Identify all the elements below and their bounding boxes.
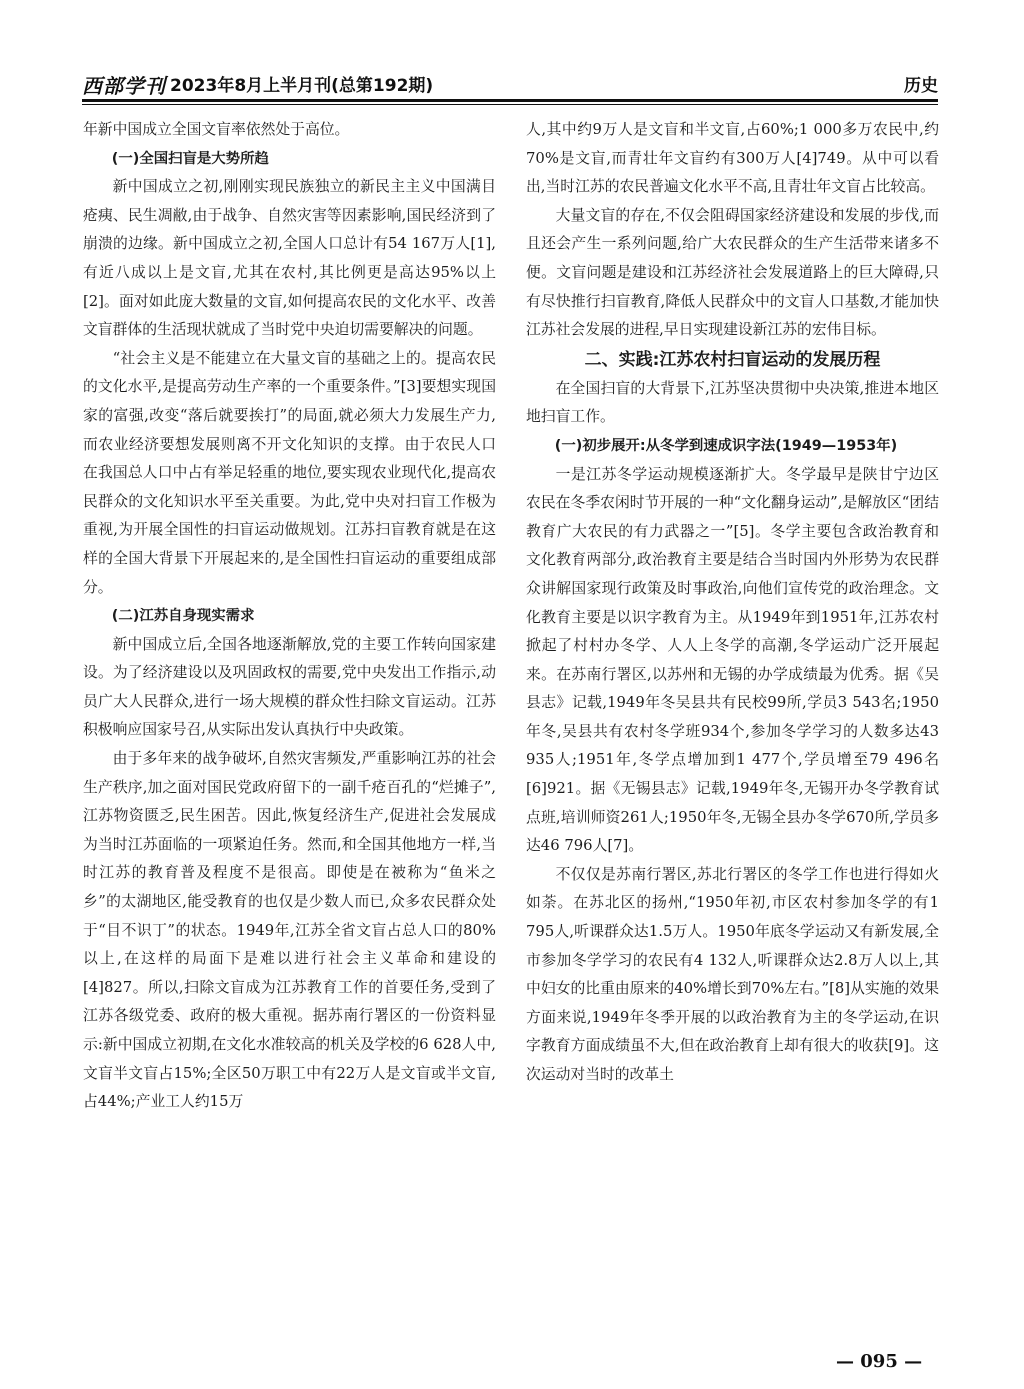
paragraph: 由于多年来的战争破坏,自然灾害频发,严重影响江苏的社会生产秩序,加之面对国民党政府留下的一副千疮百孔的“烂摊子”,江苏物资匮乏,民生困苦。因此,恢复经济生产,促进社会发展成为当时江苏面临的一项紧迫任务。然而,和全国其他地方一样,当时江苏的教育普及程度不是很高。即使是在被称为“鱼米之乡”的太湖地区,能受教育的也仅是少数人而已,众多农民群众处于“目不识丁”的状态。1949年,江苏全省文盲占总人口的80%以上,在这样的局面下是难以进行社会主义革命和建设的[4]827。所以,扫除文盲成为江苏教育工作的首要任务,受到了江苏各级党委、政府的极大重视。据苏南行署区的一份资料显示:新中国成立初期,在文化水准较高的机关及学校的6 628人中,文盲半文盲占15%;全区50万职工中有22万人是文盲或半文盲,占44%;产业工人约15万 [83,750,496,1111]
subsection-heading: (二)江苏自身现实需求 [111,608,255,625]
paragraph: “社会主义是不能建立在大量文盲的基础之上的。提高农民的文化水平,是提高劳动生产率的一个重要条件。”[3]要想实现国家的富强,改变“落后就要挨打”的局面,就必须大力发展生产力,而农业经济要想发展则离不开文化知识的支撑。由于农民人口在我国总人口中占有举足轻重的地位,要实现农业现代化,提高农民群众的文化知识水平至关重要。为此,党中央对扫盲工作极为重视,为开展全国性的扫盲运动做规划。江苏扫盲教育就是在这样的全国大背景下开展起来的,是全国性扫盲运动的重要组成部分。 [83,349,496,596]
paragraph: 新中国成立之初,刚刚实现民族独立的新民主主义中国满目疮痍、民生凋敝,由于战争、自然灾害等因素影响,国民经济到了崩溃的边缘。新中国成立之初,全国人口总计有54 167万人[1],有近八成以上是文盲,尤其在农村,其比例更是高达95%以上[2]。面对如此庞大数量的文盲,如何提高农民的文化水平、改善文盲群体的生活现状就成了当时党中央迫切需要解决的问题。 [83,178,496,339]
paragraph: 年新中国成立全国文盲率依然处于高位。 [83,121,350,138]
right-column [526,116,939,1348]
paragraph: 一是江苏冬学运动规模逐渐扩大。冬学最早是陕甘宁边区农民在冬季农闲时节开展的一种“文化翻身运动”,是解放区“团结教育广大农民的有力武器之一”[5]。冬学主要包含政治教育和文化教育两部分,政治教育主要是结合当时国内外形势为农民群众讲解国家现行政策及时事政治,向他们宣传党的政治理念。文化教育主要是以识字教育为主。从1949年到1951年,江苏农村掀起了村村办冬学、人人上冬学的高潮,冬学运动广泛开展起来。在苏南行署区,以苏州和无锡的办学成绩最为优秀。据《吴县志》记载,1949年冬吴县共有民校99所,学员3 543名;1950年冬,吴县共有农村冬学班934个,参加冬学学习的人数多达43 935人;1951年,冬学点增加到1 477个,学员增至79 496名[6]921。据《无锡县志》记载,1949年冬,无锡开办冬学教育试点班,培训师资261人;1950年冬,无锡全县办冬学670所,学员多达46 796人[7]。 [526,465,939,855]
paragraph: 人,其中约9万人是文盲和半文盲,占60%;1 000多万农民中,约70%是文盲,而青壮年文盲约有300万人[4]749。从中可以看出,当时江苏的农民普遍文化水平不高,且青壮年文盲占比较高。 [526,121,939,196]
page-header [82,66,938,100]
header-rule-thick [82,99,938,102]
paragraph: 大量文盲的存在,不仅会阻碍国家经济建设和发展的步伐,而且还会产生一系列问题,给广大农民群众的生产生活带来诸多不便。文盲问题是建设和江苏经济社会发展道路上的巨大障碍,只有尽快推行扫盲教育,降低人民群众中的文盲人口基数,才能加快江苏社会发展的进程,早日实现建设新江苏的宏伟目标。 [526,206,939,339]
header-rule-thin [82,104,938,105]
page-number: — 095 — [836,1351,923,1372]
subsection-heading: (一)全国扫盲是大势所趋 [111,150,269,167]
section-heading: 二、实践:江苏农村扫盲运动的发展历程 [584,349,881,370]
paragraph: 在全国扫盲的大背景下,江苏坚决贯彻中央决策,推进本地区地扫盲工作。 [526,379,939,426]
left-column [83,116,496,1348]
issue-info: 2023年8月上半月刊(总第192期) [170,76,434,96]
paragraph: 新中国成立后,全国各地逐渐解放,党的主要工作转向国家建设。为了经济建设以及巩固政权的需要,党中央发出工作指示,动员广大人民群众,进行一场大规模的群众性扫除文盲运动。江苏积极响应国家号召,从实际出发认真执行中央政策。 [83,635,496,739]
subsection-heading: (一)初步展开:从冬学到速成识字法(1949—1953年) [554,437,898,454]
section-name: 历史 [904,76,938,96]
journal-logo: 西部学刊 [82,74,166,98]
paragraph: 不仅仅是苏南行署区,苏北行署区的冬学工作也进行得如火如荼。在苏北区的扬州,“1950年初,市区农村参加冬学的有1 795人,听课群众达1.5万人。1950年底冬学运动又有新发展,全市参加冬学学习的农民有4 132人,听课群众达2.8万人以上,其中妇女的比重由原来的40%增长到70%左右。”[8]从实施的效果方面来说,1949年冬季开展的以政治教育为主的冬学运动,在识字教育方面成绩虽不大,但在政治教育上却有很大的收获[9]。这次运动对当时的改革土 [526,865,939,1083]
